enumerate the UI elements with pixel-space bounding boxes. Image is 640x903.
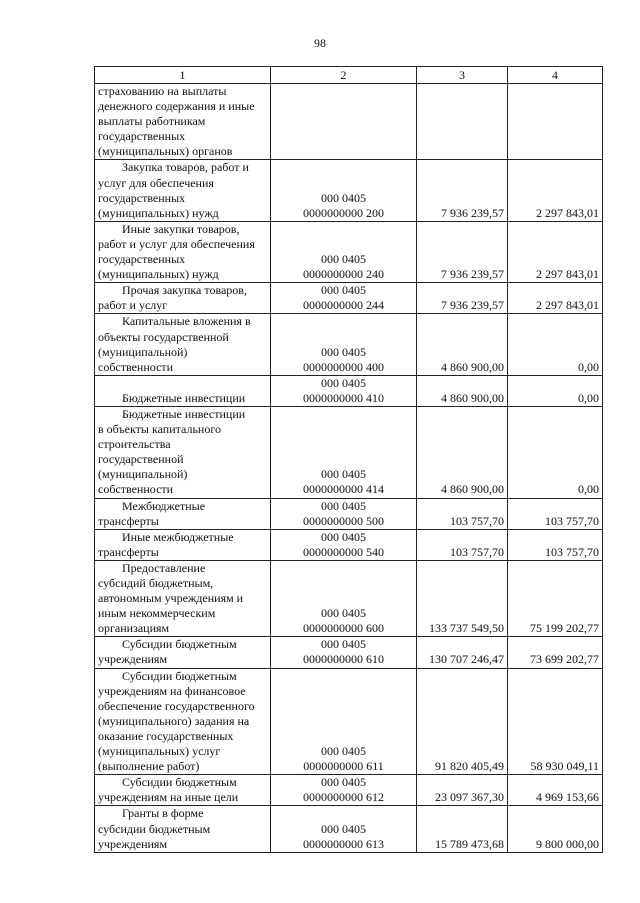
row-name: Закупка товаров, работ и услуг для обеспечения государственных (муниципальных) нужд [98, 160, 249, 220]
row-code-cell [271, 668, 417, 775]
row-code-classifier: 0000000000 240 [303, 267, 384, 282]
row-name-cell [95, 221, 271, 282]
row-name: Капитальные вложения в объекты государственной (муниципальной) собственности [98, 314, 251, 374]
row-name: Бюджетные инвестиции в объекты капитального строительства государственной (муниципальной) собственности [98, 406, 246, 497]
row-approved-amount: 15 789 473,68 [417, 806, 508, 852]
table-header-row [95, 67, 603, 84]
row-code-section: 000 0405 [321, 252, 366, 267]
row-code-classifier: 0000000000 400 [303, 359, 384, 374]
row-name-cell [95, 283, 271, 314]
row-name-cell [95, 375, 271, 406]
row-approved-amount: 103 757,70 [417, 498, 508, 529]
table-row [95, 406, 603, 498]
row-code-cell [271, 221, 417, 282]
table-row [95, 806, 603, 852]
row-code-classifier: 0000000000 612 [303, 790, 384, 805]
row-executed-amount: 0,00 [508, 314, 603, 375]
row-code-cell [271, 283, 417, 314]
row-executed-amount: 58 930 049,11 [508, 668, 603, 775]
row-code-classifier: 0000000000 244 [303, 298, 384, 313]
row-approved-amount: 7 936 239,57 [417, 283, 508, 314]
row-code-cell [271, 806, 417, 852]
row-code-classifier: 0000000000 500 [303, 513, 384, 528]
row-code-classifier: 0000000000 414 [303, 482, 384, 497]
row-name-cell [95, 529, 271, 560]
table-row [95, 221, 603, 282]
table-body [95, 84, 603, 853]
column-header-2: 2 [271, 67, 417, 84]
row-code-classifier: 0000000000 600 [303, 621, 384, 636]
row-approved-amount: 4 860 900,00 [417, 406, 508, 498]
row-code-section: 000 0405 [321, 775, 366, 790]
row-executed-amount: 4 969 153,66 [508, 775, 603, 806]
row-name-cell [95, 560, 271, 636]
row-name: Гранты в форме субсидии бюджетным учреждениям [98, 806, 211, 851]
row-code-cell [271, 314, 417, 375]
row-name: Межбюджетные трансферты [98, 498, 206, 528]
row-code-section: 000 0405 [321, 190, 366, 205]
row-name-cell [95, 668, 271, 775]
row-code-classifier: 0000000000 540 [303, 544, 384, 559]
row-approved-amount: 4 860 900,00 [417, 314, 508, 375]
column-header-1: 1 [95, 67, 271, 84]
table-row [95, 668, 603, 775]
row-code-classifier: 0000000000 610 [303, 652, 384, 667]
row-code-classifier: 0000000000 611 [303, 759, 384, 774]
row-code-section: 000 0405 [321, 498, 366, 513]
row-name-cell [95, 637, 271, 668]
row-code-cell [271, 560, 417, 636]
row-code-cell [271, 375, 417, 406]
table-row [95, 314, 603, 375]
row-code-section: 000 0405 [321, 606, 366, 621]
row-code-classifier: 0000000000 410 [303, 390, 384, 405]
row-code-cell [271, 775, 417, 806]
row-code-classifier: 0000000000 200 [303, 205, 384, 220]
row-name-cell [95, 406, 271, 498]
row-approved-amount: 103 757,70 [417, 529, 508, 560]
table-row [95, 375, 603, 406]
row-code-cell [271, 498, 417, 529]
row-approved-amount: 130 707 246,47 [417, 637, 508, 668]
row-code-cell [271, 160, 417, 221]
row-executed-amount: 73 699 202,77 [508, 637, 603, 668]
row-name-cell [95, 806, 271, 852]
page-number: 98 [314, 36, 326, 50]
table-row [95, 160, 603, 221]
row-code-section: 000 0405 [321, 344, 366, 359]
row-name-cell [95, 775, 271, 806]
row-approved-amount: 133 737 549,50 [417, 560, 508, 636]
row-name: Иные закупки товаров, работ и услуг для обеспечения государственных (муниципальных) нужд [98, 221, 255, 282]
row-executed-amount: 2 297 843,01 [508, 160, 603, 221]
row-code-section: 000 0405 [321, 283, 366, 298]
column-header-4: 4 [508, 67, 603, 84]
row-executed-amount: 0,00 [508, 375, 603, 406]
row-name-cell [95, 84, 271, 160]
row-code-section: 000 0405 [321, 744, 366, 759]
row-executed-amount: 9 800 000,00 [508, 806, 603, 852]
table-row [95, 498, 603, 529]
column-header-3: 3 [417, 67, 508, 84]
row-name: страхованию на выплаты денежного содержания и иные выплаты работникам государственных (муниципальных) органов [98, 84, 255, 159]
table-row [95, 529, 603, 560]
row-approved-amount: 91 820 405,49 [417, 668, 508, 775]
row-code-classifier: 0000000000 613 [303, 836, 384, 851]
row-name: Субсидии бюджетным учреждениям на финансовое обеспечение государственного (муниципального) задания на оказание государственных (муниципальных) услуг (выполнение работ) [98, 668, 255, 774]
row-name: Иные межбюджетные трансферты [98, 529, 234, 559]
table-row [95, 283, 603, 314]
row-name: Предоставление субсидий бюджетным, автономным учреждениям и иным некоммерческим организациям [98, 560, 244, 636]
table-row [95, 84, 603, 160]
row-approved-amount: 7 936 239,57 [417, 221, 508, 282]
row-executed-amount: 103 757,70 [508, 529, 603, 560]
row-executed-amount: 2 297 843,01 [508, 283, 603, 314]
table-row [95, 637, 603, 668]
row-code-cell [271, 84, 417, 160]
row-approved-amount: 23 097 367,30 [417, 775, 508, 806]
row-executed-amount: 0,00 [508, 406, 603, 498]
row-code-cell [271, 637, 417, 668]
table-row [95, 775, 603, 806]
row-executed-amount: 103 757,70 [508, 498, 603, 529]
row-approved-amount: 7 936 239,57 [417, 160, 508, 221]
row-approved-amount: 4 860 900,00 [417, 375, 508, 406]
row-approved-amount [417, 84, 508, 160]
row-name-cell [95, 160, 271, 221]
row-name: Бюджетные инвестиции [122, 390, 246, 405]
row-code-section: 000 0405 [321, 467, 366, 482]
budget-table [94, 66, 603, 853]
row-name: Субсидии бюджетным учреждениям [98, 637, 237, 667]
row-name-cell [95, 498, 271, 529]
row-executed-amount: 2 297 843,01 [508, 221, 603, 282]
row-code-section: 000 0405 [321, 821, 366, 836]
table-row [95, 560, 603, 636]
row-code-cell [271, 529, 417, 560]
row-code-section: 000 0405 [321, 529, 366, 544]
row-code-section: 000 0405 [321, 637, 366, 652]
row-name: Прочая закупка товаров, работ и услуг [98, 283, 247, 313]
row-executed-amount: 75 199 202,77 [508, 560, 603, 636]
row-code-cell [271, 406, 417, 498]
row-name: Субсидии бюджетным учреждениям на иные цели [98, 775, 239, 805]
row-code-section: 000 0405 [321, 375, 366, 390]
row-name-cell [95, 314, 271, 375]
row-executed-amount [508, 84, 603, 160]
